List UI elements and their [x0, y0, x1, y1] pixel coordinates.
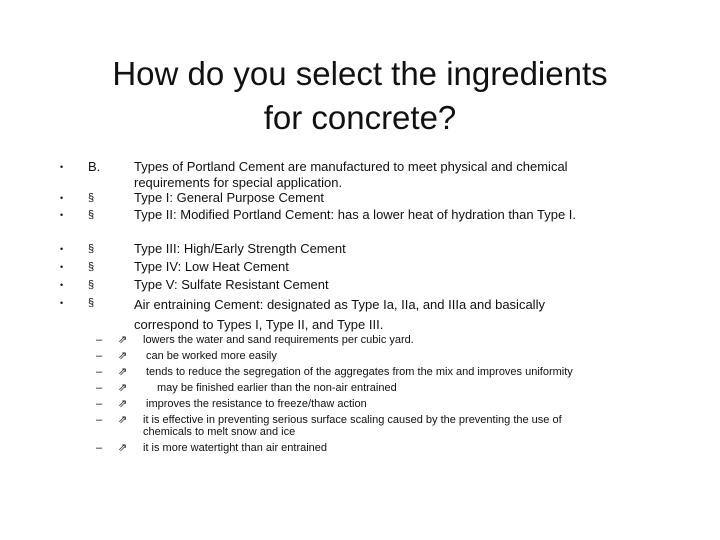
bullet-icon: •: [60, 244, 64, 254]
sub-item-text: it is more watertight than air entrained: [143, 442, 328, 454]
item-text: Type II: Modified Portland Cement: has a lower heat of hydration than Type I.: [134, 207, 577, 222]
dash-icon: –: [96, 442, 103, 454]
arrow-icon: ⇗: [118, 366, 128, 378]
section-icon: §: [88, 192, 95, 204]
bullet-icon: •: [60, 262, 64, 272]
section-icon: §: [88, 297, 95, 309]
sub-item-text: may be finished earlier than the non-air entrained: [157, 382, 397, 394]
arrow-icon: ⇗: [118, 398, 128, 410]
arrow-icon: ⇗: [118, 414, 128, 426]
sub-item-text: improves the resistance to freeze/thaw action: [146, 398, 367, 410]
dash-icon: –: [96, 366, 103, 378]
sub-item-text: lowers the water and sand requirements per cubic yard.: [143, 334, 414, 346]
arrow-icon: ⇗: [118, 334, 128, 346]
dash-icon: –: [96, 334, 103, 346]
section-icon: §: [88, 279, 95, 291]
dash-icon: –: [96, 398, 103, 410]
bullet-icon: •: [60, 298, 64, 308]
dash-icon: –: [96, 382, 103, 394]
arrow-icon: ⇗: [118, 382, 128, 394]
title-line-1: How do you select the ingredients: [112, 55, 608, 92]
item-text: Type V: Sulfate Resistant Cement: [134, 277, 329, 292]
sub-item-text: tends to reduce the segregation of the aggregates from the mix and improves uniformity: [146, 366, 573, 378]
item-text: Air entraining Cement: designated as Type Ia, IIa, and IIIa and basically correspond to Types I, Type II, and Type III.: [134, 297, 545, 332]
section-icon: §: [88, 243, 95, 255]
section-icon: §: [88, 209, 95, 221]
slide-title: [0, 52, 720, 140]
item-text: Type IV: Low Heat Cement: [134, 259, 289, 274]
title-line-2: for concrete?: [263, 99, 457, 136]
item-text: Types of Portland Cement are manufactured to meet physical and chemical requirements for special application.: [134, 159, 568, 190]
bullet-icon: •: [60, 210, 64, 220]
section-icon: §: [88, 261, 95, 273]
sub-item-text: it is effective in preventing serious surface scaling caused by the preventing the use of chemicals to melt snow and ice: [143, 414, 562, 438]
item-text: Type III: High/Early Strength Cement: [134, 241, 346, 256]
arrow-icon: ⇗: [118, 442, 128, 454]
item-marker: B.: [88, 159, 101, 174]
bullet-icon: •: [60, 162, 64, 172]
item-text: Type I: General Purpose Cement: [134, 190, 325, 205]
dash-icon: –: [96, 350, 103, 362]
arrow-icon: ⇗: [118, 350, 128, 362]
bullet-icon: •: [60, 193, 64, 203]
bullet-icon: •: [60, 280, 64, 290]
sub-item-text: can be worked more easily: [146, 350, 277, 362]
dash-icon: –: [96, 414, 103, 426]
